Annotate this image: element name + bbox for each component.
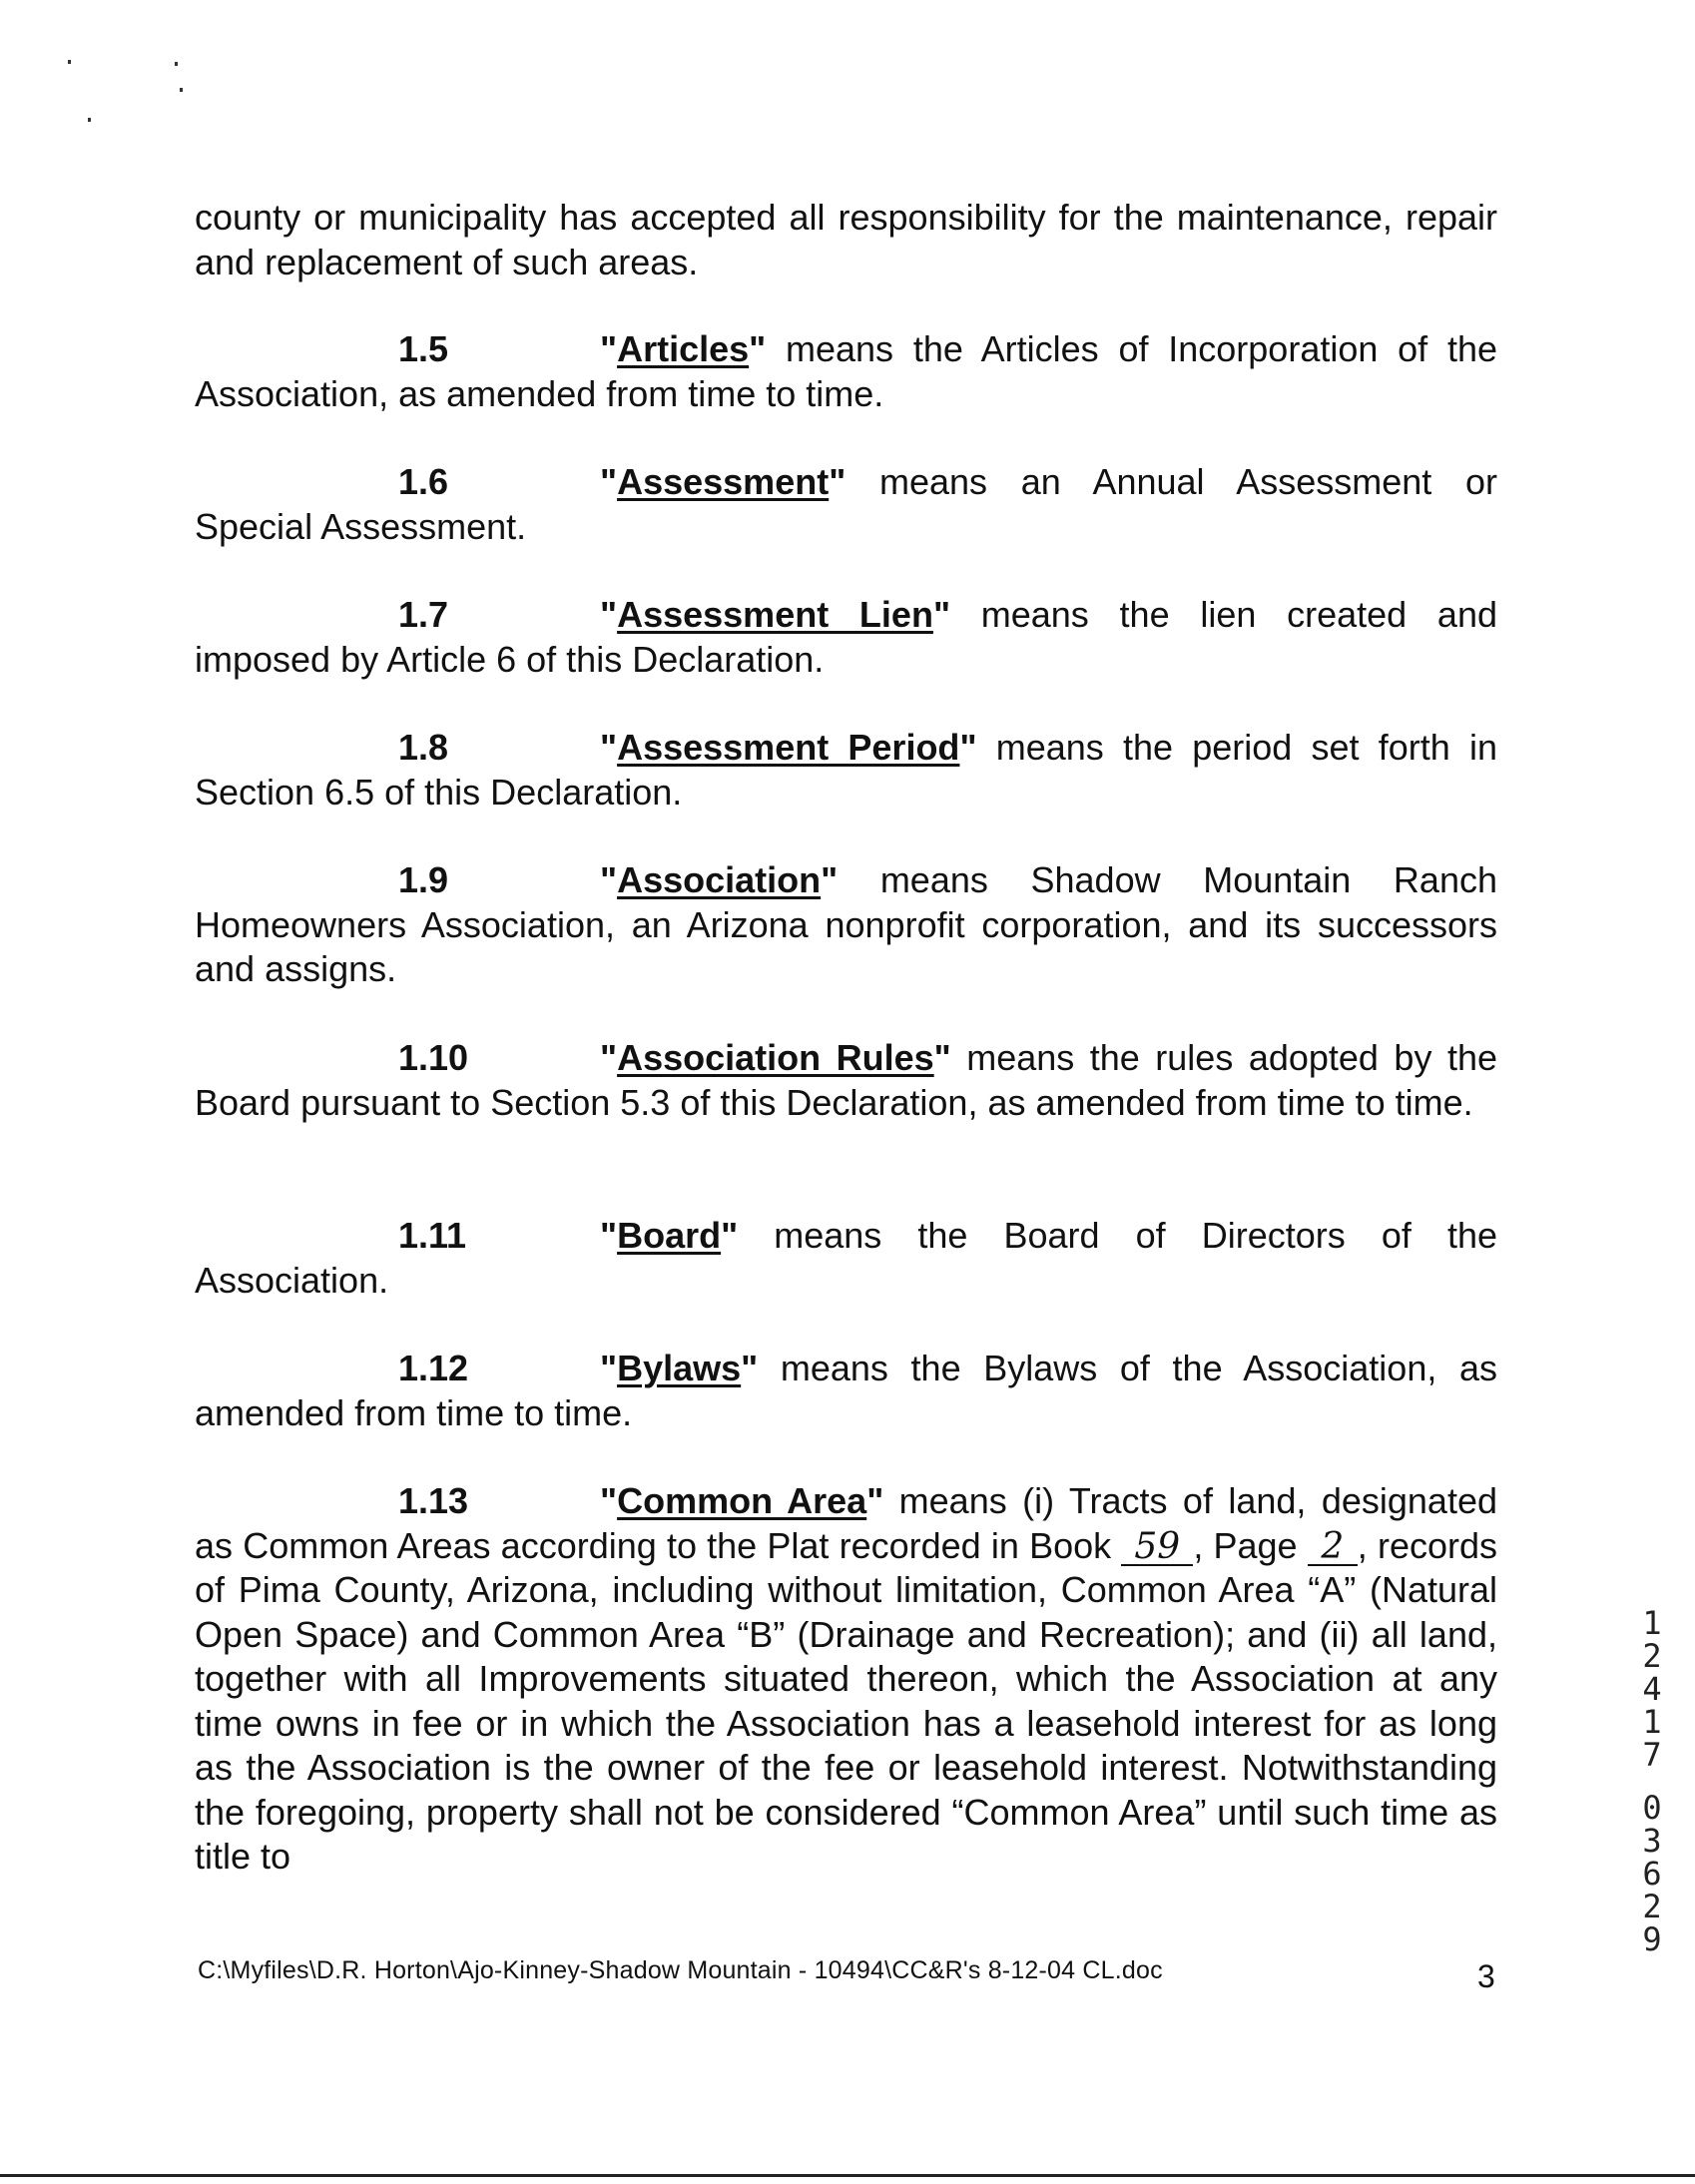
defined-term: Assessment [617,461,830,502]
defined-term: Assessment Period [617,727,960,768]
defined-term: Bylaws [617,1348,742,1388]
scan-edge-line [0,2174,1695,2177]
definition-text: means the Board of Directors of the Association. [195,1215,1497,1301]
definition-1-5: 1.5 "Articles" means the Articles of Incorporation of the Association, as amended from time to time. [195,328,1497,414]
definition-text: means the Bylaws of the Association, as amended from time to time. [195,1348,1497,1433]
footer-file-path: C:\Myfiles\D.R. Horton\Ajo-Kinney-Shadow Mountain - 10494\CC&R's 8-12-04 CL.doc [198,1956,1163,1984]
definition-1-10: 1.10 "Association Rules" means the rules adopted by the Board pursuant to Section 5.3 of this Declaration, as amended from time to time. [195,1037,1497,1123]
section-number: 1.9 [398,859,449,900]
definition-1-7: 1.7 "Assessment Lien" means the lien created and imposed by Article 6 of this Declaration. [195,594,1497,680]
paragraph-text: county or municipality has accepted all responsibility for the maintenance, repair and replacement of such areas. [195,197,1497,282]
defined-term: Common Area [617,1480,867,1521]
definition-1-13: 1.13 "Common Area" means (i) Tracts of land, designated as Common Areas according to the Plat recorded in Book 59 , Page 2 , records of Pima County, Arizona, including without limitation, Common Area “A” (Natural Open Space) and Common Area “B” (Drainage and Recreation); and (ii) all land, together with all Improvements situated thereon, which the Association at any time owns in fee or in which the Association has a leasehold interest for as long as the Association is the owner of the fee or leasehold interest. Notwithstanding the foregoing, property shall not be considered “Common Area” until such time as title to [195,1480,1497,1877]
section-number: 1.8 [398,727,449,768]
page-number: 3 [1477,1958,1495,1994]
definition-text: means the lien created and imposed by Article 6 of this Declaration. [195,594,1497,680]
recording-page-number: 0 3 6 2 9 [1642,1789,1662,1958]
definition-text: means the rules adopted by the Board pursuant to Section 5.3 of this Declaration, as amended from time to time. [195,1037,1497,1123]
defined-term: Articles [617,328,750,369]
handwritten-page-number: 2 [1308,1530,1358,1566]
section-number: 1.10 [398,1037,469,1078]
definition-text: means Shadow Mountain Ranch Homeowners Association, an Arizona nonprofit corporation, and its successors and assigns. [195,859,1497,989]
definition-1-11: 1.11 "Board" means the Board of Directors of the Association. [195,1215,1497,1301]
definition-text: means an Annual Assessment or Special Assessment. [195,461,1497,547]
continued-paragraph [195,196,1497,284]
section-number: 1.11 [398,1215,467,1256]
recording-docket-number: 1 2 4 1 7 [1642,1604,1662,1774]
section-number: 1.5 [398,328,449,369]
definition-1-8: 1.8 "Assessment Period" means the period set forth in Section 6.5 of this Declaration. [195,727,1497,813]
definition-1-12: 1.12 "Bylaws" means the Bylaws of the Association, as amended from time to time. [195,1348,1497,1433]
section-number: 1.6 [398,461,449,502]
scan-speck [180,88,183,92]
defined-term: Assessment Lien [617,594,933,635]
scan-speck [175,62,178,66]
section-number: 1.13 [398,1480,469,1521]
definition-1-6: 1.6 "Assessment" means an Annual Assessment or Special Assessment. [195,461,1497,547]
scan-speck [88,118,91,122]
defined-term: Association Rules [617,1037,934,1078]
defined-term: Association [617,859,822,900]
section-number: 1.12 [398,1348,469,1388]
defined-term: Board [617,1215,722,1256]
definition-text: means (i) Tracts of land, designated as Common Areas according to the Plat recorded in Book [195,1480,1497,1566]
scan-speck [68,60,71,64]
definition-1-9: 1.9 "Association" means Shadow Mountain Ranch Homeowners Association, an Arizona nonprofit corporation, and its successors and assigns. [195,859,1497,989]
section-number: 1.7 [398,594,449,635]
recording-stamp [1637,1604,1667,1958]
handwritten-book-number: 59 [1121,1530,1193,1566]
definition-text: means the period set forth in Section 6.5 of this Declaration. [195,727,1497,813]
definition-text: means the Articles of Incorporation of the Association, as amended from time to time. [195,328,1497,414]
